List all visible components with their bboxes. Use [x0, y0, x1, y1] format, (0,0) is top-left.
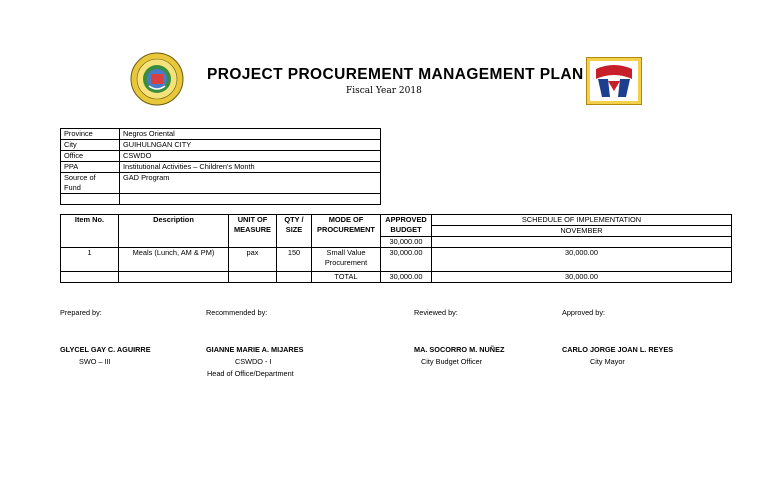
blank-cell — [229, 272, 277, 283]
mode-line-2: PROCUREMENT — [317, 225, 375, 234]
unit-line-1: UNIT OF — [237, 215, 268, 224]
info-row-blank — [61, 194, 381, 205]
approved-by-title: City Mayor — [590, 357, 625, 366]
col-header-schedule: SCHEDULE OF IMPLEMENTATION — [432, 215, 732, 226]
fund-label-line-1: Source of — [64, 173, 96, 182]
blank-cell — [61, 194, 120, 205]
recommended-by-title: CSWDO - I — [235, 357, 272, 366]
col-header-november: NOVEMBER — [432, 226, 732, 237]
reviewed-by-name: MA. SOCORRO M. NUÑEZ — [414, 345, 505, 354]
province-label: Province — [61, 129, 120, 140]
col-header-unit — [229, 215, 277, 248]
prepared-by-title: SWO – III — [79, 357, 111, 366]
fund-label-line-2: Fund — [64, 183, 81, 192]
procurement-table — [60, 214, 732, 283]
cell-mode — [312, 248, 381, 272]
recommended-by-title-2: Head of Office/Department — [207, 369, 294, 378]
budget-line-1: APPROVED — [385, 215, 427, 224]
office-value: CSWDO — [120, 151, 381, 162]
reviewed-by-label: Reviewed by: — [414, 308, 458, 317]
dswd-logo — [586, 57, 642, 105]
office-label: Office — [61, 151, 120, 162]
blank-cell — [120, 194, 381, 205]
fund-label — [61, 173, 120, 194]
total-label: TOTAL — [312, 272, 381, 283]
blank-cell — [277, 272, 312, 283]
prepared-by-name: GLYCEL GAY C. AGUIRRE — [60, 345, 151, 354]
col-header-item: Item No. — [61, 215, 119, 248]
mode-line-1: MODE OF — [328, 215, 364, 224]
ppa-label: PPA — [61, 162, 120, 173]
info-row-office — [61, 151, 381, 162]
mode-value-line-2: Procurement — [324, 258, 368, 267]
qty-line-1: QTY / — [284, 215, 304, 224]
document-title: PROJECT PROCUREMENT MANAGEMENT PLAN — [207, 66, 584, 83]
cell-qty: 150 — [277, 248, 312, 272]
col-header-mode — [312, 215, 381, 248]
table-row — [61, 248, 732, 272]
recommended-by-label: Recommended by: — [206, 308, 268, 317]
mode-value-line-1: Small Value — [326, 248, 366, 257]
info-row-province — [61, 129, 381, 140]
cell-budget: 30,000.00 — [381, 248, 432, 272]
col-header-budget — [381, 215, 432, 237]
city-value: GUIHULNGAN CITY — [120, 140, 381, 151]
budget-subtotal: 30,000.00 — [381, 237, 432, 248]
total-row — [61, 272, 732, 283]
info-row-ppa — [61, 162, 381, 173]
cell-unit: pax — [229, 248, 277, 272]
col-header-qty — [277, 215, 312, 248]
blank-cell — [432, 237, 732, 248]
col-header-description: Description — [119, 215, 229, 248]
cell-item-no: 1 — [61, 248, 119, 272]
cell-schedule: 30,000.00 — [432, 248, 732, 272]
city-label: City — [61, 140, 120, 151]
info-row-city — [61, 140, 381, 151]
total-budget: 30,000.00 — [381, 272, 432, 283]
info-row-fund — [61, 173, 381, 194]
approved-by-name: CARLO JORGE JOAN L. REYES — [562, 345, 674, 354]
unit-line-2: MEASURE — [234, 225, 271, 234]
qty-line-2: SIZE — [285, 225, 303, 234]
blank-cell — [61, 272, 119, 283]
ppa-value: Institutional Activities – Children's Month — [120, 162, 381, 173]
total-schedule: 30,000.00 — [432, 272, 732, 283]
recommended-by-name: GIANNE MARIE A. MIJARES — [206, 345, 304, 354]
reviewed-by-title: City Budget Officer — [421, 357, 483, 366]
prepared-by-label: Prepared by: — [60, 308, 102, 317]
cell-description: Meals (Lunch, AM & PM) — [119, 248, 229, 272]
fund-value: GAD Program — [120, 173, 381, 194]
budget-line-2: BUDGET — [390, 225, 422, 234]
blank-cell — [119, 272, 229, 283]
province-value: Negros Oriental — [120, 129, 381, 140]
city-seal-logo — [129, 52, 185, 106]
header-row — [61, 215, 732, 226]
fiscal-year: Fiscal Year 2018 — [346, 86, 422, 96]
approved-by-label: Approved by: — [562, 308, 605, 317]
project-info-table — [60, 128, 381, 205]
